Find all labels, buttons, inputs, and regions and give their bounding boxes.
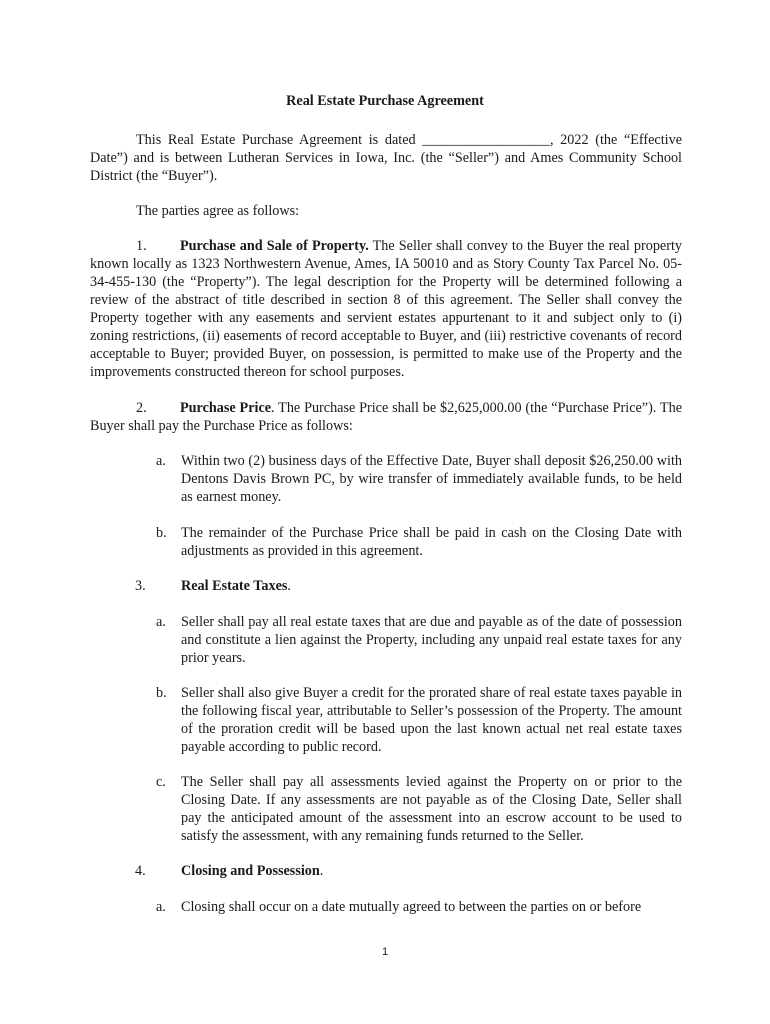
item-text: The Seller shall pay all assessments levied against the Property on or prior to the Closing Date. If any assessments are not payable as of the Closing Date, Seller shall pay the anticipated amount of the assessment into an escrow account to be used to satisfy the assessment, with any remaining funds returned to the Seller. (181, 774, 682, 844)
page-number: 1 (381, 946, 389, 958)
item-letter: c. (156, 774, 166, 790)
section-1-text: The Seller shall convey to the Buyer the real property known locally as 1323 Northwestern Avenue, Ames, IA 50010 and as Story County Tax Parcel No. 05-34-455-130 (the “Property”). The legal description for the Property will be determined following a review of the abstract of title described in section 8 of this agreement. The Seller shall convey the Property together with any easements and servient estates appurtenant to it and subject only to (i) zoning restrictions, (ii) easements of record acceptable to Buyer, and (iii) restrictive covenants of record acceptable to Buyer; provided Buyer, on possession, is permitted to make use of the Property and the improvements constructed thereon for school purposes. (90, 238, 682, 380)
item-text: Seller shall also give Buyer a credit for the prorated share of real estate taxes payable in the following fiscal year, attributable to Seller’s possession of the Property. The amount of the proration credit will be based upon the last known actual net real estate taxes payable according to public record. (181, 685, 682, 755)
section-3-trail: . (287, 578, 291, 594)
intro-paragraph: This Real Estate Purchase Agreement is dated __________________, 2022 (the “Effective Date”) and is between Lutheran Services in Iowa, Inc. (the “Seller”) and Ames Community School District (the “Buyer”). (90, 132, 682, 184)
item-letter: a. (156, 453, 166, 469)
item-letter: b. (156, 525, 167, 541)
document-title: Real Estate Purchase Agreement (286, 93, 484, 109)
section-1-number: 1. (136, 238, 147, 254)
item-letter: a. (156, 899, 166, 915)
item-letter: b. (156, 685, 167, 701)
item-text: Seller shall pay all real estate taxes that are due and payable as of the date of possession and constitute a lien against the Property, including any unpaid real estate taxes for any prior years. (181, 614, 682, 666)
section-3-item-c (156, 773, 682, 845)
section-3-heading-line (135, 577, 291, 595)
section-2-heading: Purchase Price (180, 400, 272, 416)
section-3-heading: Real Estate Taxes (181, 578, 288, 594)
section-4-heading-line (135, 862, 323, 880)
section-2-text: . The Purchase Price shall be $2,625,000.00 (the “Purchase Price”). The Buyer shall pay the Purchase Price as follows: (90, 400, 682, 434)
section-2-number: 2. (136, 400, 147, 416)
section-3-number: 3. (135, 578, 146, 594)
section-4-trail: . (319, 863, 324, 879)
section-1-paragraph (90, 237, 682, 381)
item-text: Closing shall occur on a date mutually agreed to between the parties on or before (181, 899, 642, 915)
section-3-item-b (156, 684, 682, 756)
item-text: The remainder of the Purchase Price shall be paid in cash on the Closing Date with adjustments as provided in this agreement. (181, 525, 682, 559)
section-2-paragraph (90, 399, 682, 435)
item-letter: a. (156, 614, 166, 630)
section-3-item-a (156, 613, 682, 667)
section-2-item-a (156, 452, 682, 506)
section-2-item-b (156, 524, 682, 560)
item-text: Within two (2) business days of the Effective Date, Buyer shall deposit $26,250.00 with Dentons Davis Brown PC, by wire transfer of immediately available funds, to be held as earnest money. (181, 453, 682, 505)
section-4-item-a (156, 898, 682, 916)
agree-paragraph: The parties agree as follows: (136, 203, 300, 219)
section-1-heading: Purchase and Sale of Property. (180, 238, 369, 254)
section-4-heading: Closing and Possession (181, 863, 320, 879)
section-4-number: 4. (135, 863, 146, 879)
